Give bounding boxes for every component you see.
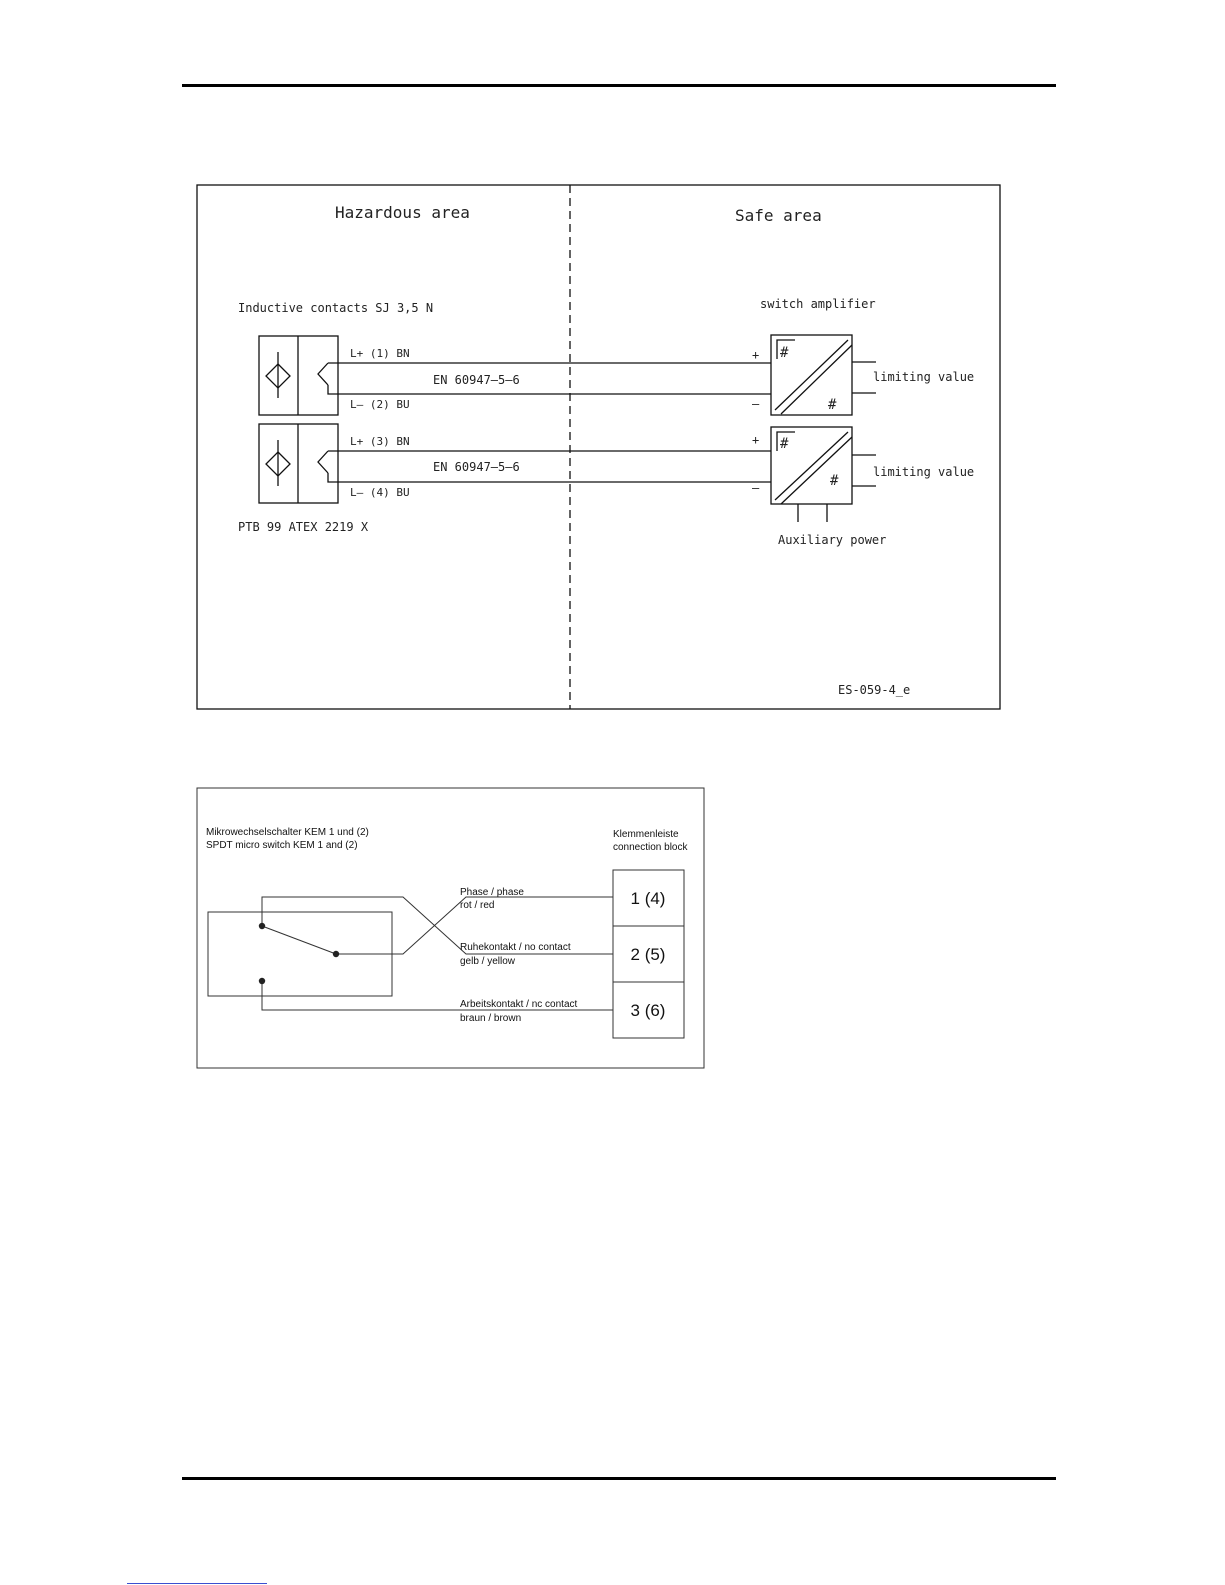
footer-rule (182, 1477, 1056, 1480)
switch-title-de: Mikrowechselschalter KEM 1 und (2) (206, 827, 369, 838)
terminal-1: 1 (4) (630, 889, 666, 908)
l-plus-label-2: L+ (3) BN (350, 435, 410, 448)
switch-contacts (259, 923, 339, 984)
plus-terminal-1: + (752, 348, 760, 362)
safe-area-label: Safe area (735, 206, 822, 225)
plus-terminal-2: + (752, 433, 760, 447)
amplifier-title: switch amplifier (760, 297, 876, 311)
hash-in-1: # (780, 345, 789, 361)
hazardous-area-label: Hazardous area (335, 203, 470, 222)
diagram-frame (197, 185, 1000, 709)
wire-1-color: rot / red (460, 900, 495, 911)
drawing-number: ES-059-4_e (838, 683, 911, 697)
certification-label: PTB 99 ATEX 2219 X (238, 520, 369, 534)
l-plus-label-1: L+ (1) BN (350, 347, 410, 360)
wire-2-color: gelb / yellow (460, 956, 516, 967)
hash-out-2: # (830, 473, 839, 489)
terminal-3: 3 (6) (630, 1001, 666, 1020)
wire-l-minus-1 (328, 385, 771, 394)
inductive-sensor-1 (259, 336, 338, 415)
sensor-title: Inductive contacts SJ 3,5 N (238, 301, 434, 315)
l-minus-label-1: L– (2) BU (350, 398, 410, 411)
wire-2-name: Ruhekontakt / no contact (460, 942, 571, 953)
block-title-de: Klemmenleiste (613, 829, 679, 840)
hash-out-1: # (828, 397, 837, 413)
limiting-value-2: limiting value (873, 465, 975, 479)
inductive-sensor-2 (259, 424, 338, 503)
minus-terminal-2: – (752, 481, 760, 495)
hash-in-2: # (780, 436, 789, 452)
wire-3-name: Arbeitskontakt / nc contact (460, 999, 578, 1010)
wire-3-color: braun / brown (460, 1013, 522, 1024)
switch-lever (262, 926, 336, 954)
wire-l-minus-2 (328, 473, 771, 482)
standard-label-2: EN 60947–5–6 (433, 460, 520, 474)
terminal-2: 2 (5) (630, 945, 666, 964)
switch-title-en: SPDT micro switch KEM 1 and (2) (206, 840, 358, 851)
limiting-value-1: limiting value (873, 370, 975, 384)
wire-1-name: Phase / phase (460, 887, 524, 898)
l-minus-label-2: L– (4) BU (350, 486, 410, 499)
minus-terminal-1: – (752, 397, 760, 411)
auxiliary-power-label: Auxiliary power (778, 533, 887, 547)
diagram1-labels (238, 203, 974, 697)
intrinsic-safety-diagram (197, 185, 1000, 709)
block-title-en: connection block (613, 842, 688, 853)
standard-label-1: EN 60947–5–6 (433, 373, 520, 387)
